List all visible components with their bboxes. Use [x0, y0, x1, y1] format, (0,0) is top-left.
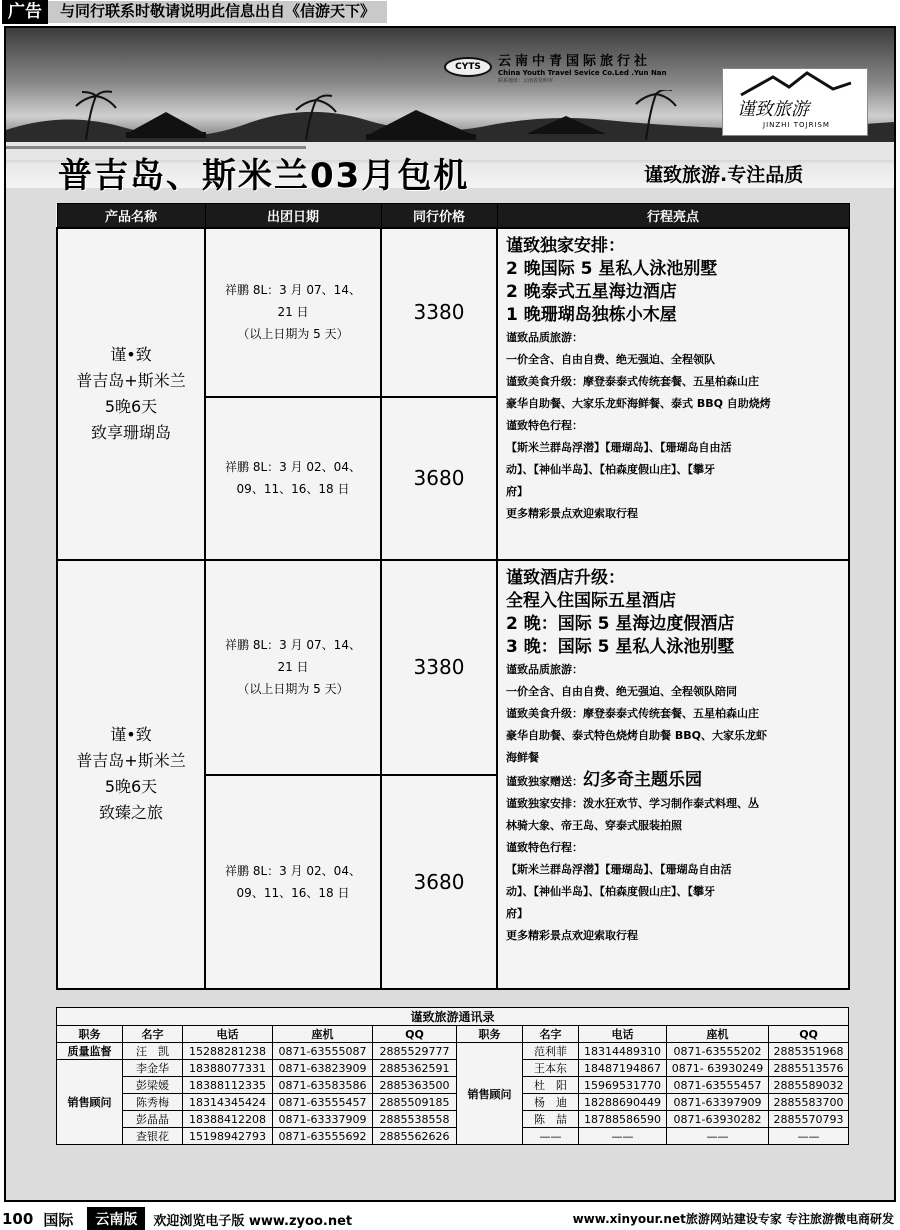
contact-phone: 15198942793: [183, 1128, 273, 1145]
contact-phone: 18788586590: [579, 1111, 667, 1128]
date-line: 09、11、16、18 日: [236, 885, 350, 900]
date-line: 21 日: [277, 660, 309, 674]
edition-badge: 云南版: [87, 1207, 145, 1230]
contact-landline: 0871-63337909: [273, 1111, 373, 1128]
highlight-line: 【斯米兰群岛浮潜】【珊瑚岛】、【珊瑚岛自由活: [506, 862, 732, 876]
contact-row: [57, 1060, 849, 1077]
date-line: （以上日期为 5 天）: [237, 327, 349, 341]
role-sales-left: 销售顾问: [57, 1060, 123, 1145]
date-line: 祥鹏 8L：3 月 07、14、: [225, 283, 361, 297]
header-product: 产品名称: [57, 204, 205, 228]
contact-header: 名字: [523, 1026, 579, 1043]
highlight-line: 3 晚：国际 5 星私人泳池别墅: [506, 636, 735, 657]
contact-name: 彭梁媛: [123, 1077, 183, 1094]
company-address: 联系地址：云南省昆明市: [498, 78, 554, 84]
date-line: 祥鹏 8L：3 月 07、14、: [225, 638, 361, 652]
contact-header: QQ: [769, 1026, 849, 1043]
highlight-line: 一价全含、自由自费、绝无强迫、全程领队: [506, 352, 715, 366]
highlight-line: 谨致特色行程：: [506, 840, 583, 854]
source-notice-text: 与同行联系时敬请说明此信息出自《信游天下》: [60, 2, 376, 20]
product-name-line: 普吉岛+斯米兰: [76, 370, 186, 390]
contact-name: 陈秀梅: [123, 1094, 183, 1111]
date-line: 09、11、16、18 日: [236, 482, 350, 496]
company-logo: [444, 50, 667, 84]
contact-header: 职务: [57, 1026, 123, 1043]
contact-phone: 18288690449: [579, 1094, 667, 1111]
contact-name: 李金华: [123, 1060, 183, 1077]
contact-qq: 2885589032: [769, 1077, 849, 1094]
contact-name: 彭晶晶: [123, 1111, 183, 1128]
contact-header: QQ: [373, 1026, 457, 1043]
highlight-line: 谨致独家安排：泼水狂欢节、学习制作泰式料理、丛: [506, 796, 759, 810]
page-title: 普吉岛、斯米兰03月包机: [58, 156, 470, 196]
contact-landline: 0871-63555457: [667, 1077, 769, 1094]
date-line: （以上日期为 5 天）: [237, 682, 349, 696]
table-row: [57, 228, 849, 397]
highlight-line: 谨致特色行程：: [506, 418, 583, 432]
product-name-line: 谨•致: [110, 725, 152, 744]
header-date: 出团日期: [205, 204, 381, 228]
highlight-line: 豪华自助餐、泰式特色烧烤自助餐 BBQ、大家乐龙虾: [506, 728, 767, 742]
product-table: [56, 203, 850, 990]
contact-landline: 0871-63555457: [273, 1094, 373, 1111]
product-name-line: 5晚6天: [104, 396, 158, 416]
contact-phone: 18487194867: [579, 1060, 667, 1077]
contact-header: 职务: [457, 1026, 523, 1043]
gift-line: [506, 769, 844, 793]
contact-header: 座机: [667, 1026, 769, 1043]
highlight-line: 2 晚：国际 5 星海边度假酒店: [506, 613, 735, 634]
product-name-cell: [57, 228, 205, 560]
highlight-line: 谨致美食升级：摩登泰泰式传统套餐、五星柏森山庄: [506, 374, 759, 388]
contact-phone: 18314489310: [579, 1043, 667, 1060]
contact-qq: ——: [769, 1128, 849, 1145]
date-line: 祥鹏 8L：3 月 02、04、: [225, 863, 361, 878]
highlight-line: 2 晚泰式五星海边酒店: [506, 281, 677, 302]
departure-date-cell: [205, 397, 381, 560]
gift-value: 幻多奇主题乐园: [583, 769, 702, 790]
date-line: 祥鹏 8L：3 月 02、04、: [225, 460, 361, 474]
highlight-line: 全程入住国际五星酒店: [506, 590, 676, 611]
contact-header: 名字: [123, 1026, 183, 1043]
contact-qq: 2885513576: [769, 1060, 849, 1077]
contact-name: 王本东: [523, 1060, 579, 1077]
price-cell: 3380: [381, 560, 497, 775]
contact-name: 杜 阳: [523, 1077, 579, 1094]
contact-qq: 2885362591: [373, 1060, 457, 1077]
top-banner: [0, 0, 900, 24]
contact-landline: 0871-63397909: [667, 1094, 769, 1111]
contact-qq: 2885583700: [769, 1094, 849, 1111]
contact-name: 范利菲: [523, 1043, 579, 1060]
highlight-line: 府】: [506, 484, 528, 498]
contact-landline: ——: [667, 1128, 769, 1145]
cyts-logo-icon: CYTS: [444, 57, 492, 77]
price-cell: 3680: [381, 775, 497, 989]
contact-table: [56, 1007, 849, 1145]
contact-title-row: [57, 1008, 849, 1026]
contact-landline: 0871-63930282: [667, 1111, 769, 1128]
contact-qq: 2885562626: [373, 1128, 457, 1145]
contact-landline: 0871-63555202: [667, 1043, 769, 1060]
contact-name: 杨 迪: [523, 1094, 579, 1111]
contact-row: [57, 1128, 849, 1145]
footer-welcome: 欢迎浏览电子版 www.zyoo.net: [153, 1213, 353, 1229]
price-cell: 3380: [381, 228, 497, 397]
highlight-line: 林骑大象、帝王岛、穿泰式服装拍照: [506, 818, 682, 832]
departure-date-cell: [205, 228, 381, 397]
highlight-line: 更多精彩景点欢迎索取行程: [506, 506, 638, 520]
contact-landline: 0871-63555692: [273, 1128, 373, 1145]
brand-name-en: JINZHI TOJRISM: [763, 121, 830, 129]
highlight-line: 谨致品质旅游：: [506, 662, 583, 676]
ad-tag: 广告: [2, 0, 48, 24]
contact-name: 陈 喆: [523, 1111, 579, 1128]
contact-name: 汪 凯: [123, 1043, 183, 1060]
contact-header: 电话: [183, 1026, 273, 1043]
highlight-line: 2 晚国际 5 星私人泳池别墅: [506, 258, 718, 279]
brand-name-cn: 谨致旅游: [737, 99, 809, 120]
contact-phone: 18314345424: [183, 1094, 273, 1111]
highlight-line: 豪华自助餐、大家乐龙虾海鲜餐、泰式 BBQ 自助烧烤: [506, 396, 771, 410]
departure-date-cell: [205, 560, 381, 775]
header-highlights: 行程亮点: [497, 204, 849, 228]
product-name-line: 致享珊瑚岛: [90, 422, 171, 442]
highlight-line: 动】、【神仙半岛】、【柏森度假山庄】、【攀牙: [506, 462, 715, 476]
departure-date-cell: [205, 775, 381, 989]
role-quality: 质量监督: [57, 1043, 123, 1060]
highlight-line: 1 晚珊瑚岛独栋小木屋: [506, 304, 677, 325]
product-name-line: 普吉岛+斯米兰: [76, 751, 186, 770]
slogan: 谨致旅游.专注品质: [644, 164, 804, 186]
contact-phone: 15288281238: [183, 1043, 273, 1060]
company-name-cn: 云南中青国际旅行社: [498, 54, 652, 69]
contact-qq: 2885570793: [769, 1111, 849, 1128]
highlight-line: 谨致美食升级：摩登泰泰式传统套餐、五星柏森山庄: [506, 706, 759, 720]
price-cell: 3680: [381, 397, 497, 560]
highlight-line: 谨致独家安排：: [506, 235, 625, 256]
source-notice: [48, 1, 387, 23]
contact-row: [57, 1111, 849, 1128]
contact-phone: 18388412208: [183, 1111, 273, 1128]
highlight-line: 府】: [506, 906, 528, 920]
product-name-line: 5晚6天: [104, 777, 158, 796]
role-sales-right: 销售顾问: [457, 1043, 523, 1145]
section-name: 国际: [43, 1210, 74, 1229]
contact-landline: 0871-63555087: [273, 1043, 373, 1060]
contact-phone: ——: [579, 1128, 667, 1145]
product-name-line: 致臻之旅: [98, 803, 163, 822]
contact-landline: 0871-63583586: [273, 1077, 373, 1094]
contact-qq: 2885363500: [373, 1077, 457, 1094]
contact-name: 查银花: [123, 1128, 183, 1145]
highlight-line: 谨致品质旅游：: [506, 330, 583, 344]
contact-row: [57, 1043, 849, 1060]
product-table-header: [57, 204, 849, 228]
contact-qq: 2885529777: [373, 1043, 457, 1060]
page-footer: [0, 1208, 900, 1230]
product-name-line: 谨•致: [110, 344, 152, 364]
highlight-line: 海鲜餐: [506, 750, 539, 764]
product-name-cell: [57, 560, 205, 989]
highlights-cell: [497, 560, 849, 989]
date-line: 21 日: [277, 305, 309, 319]
contact-qq: 2885509185: [373, 1094, 457, 1111]
footer-right-note: www.xinyour.net旅游网站建设专家 专注旅游微电商研发: [572, 1212, 894, 1226]
header-price: 同行价格: [381, 204, 497, 228]
contact-landline: 0871-63823909: [273, 1060, 373, 1077]
gift-label: 谨致独家赠送：: [506, 774, 583, 788]
highlight-line: 【斯米兰群岛浮潜】【珊瑚岛】、【珊瑚岛自由活: [506, 440, 732, 454]
company-name-en: China Youth Travel Sevice Co.Led .Yun Nan: [498, 69, 667, 77]
contact-row: [57, 1077, 849, 1094]
contact-phone: 18388077331: [183, 1060, 273, 1077]
contact-phone: 15969531770: [579, 1077, 667, 1094]
contact-phone: 18388112335: [183, 1077, 273, 1094]
contact-header-row: [57, 1026, 849, 1043]
contact-qq: 2885351968: [769, 1043, 849, 1060]
contact-table-title: 谨致旅游通讯录: [57, 1008, 849, 1026]
highlights-cell: [497, 228, 849, 560]
highlight-line: 谨致酒店升级：: [506, 567, 625, 588]
contact-header: 电话: [579, 1026, 667, 1043]
brand-logo: [722, 68, 868, 136]
contact-row: [57, 1094, 849, 1111]
highlight-line: 一价全含、自由自费、绝无强迫、全程领队陪同: [506, 684, 737, 698]
contact-qq: 2885538558: [373, 1111, 457, 1128]
contact-landline: 0871- 63930249: [667, 1060, 769, 1077]
table-row: [57, 560, 849, 775]
highlight-line: 动】、【神仙半岛】、【柏森度假山庄】、【攀牙: [506, 884, 715, 898]
highlight-line: 更多精彩景点欢迎索取行程: [506, 928, 638, 942]
contact-name: ——: [523, 1128, 579, 1145]
contact-header: 座机: [273, 1026, 373, 1043]
page-number: 100: [2, 1210, 34, 1228]
